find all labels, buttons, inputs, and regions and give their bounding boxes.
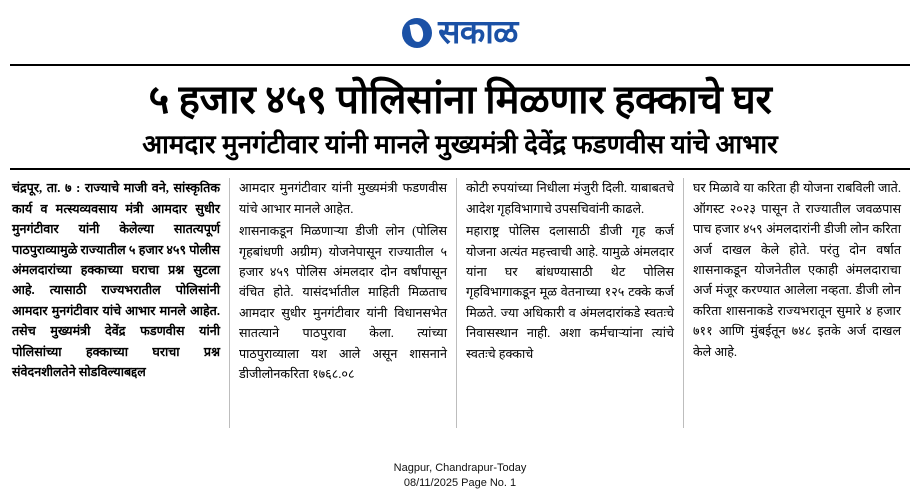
sakal-droplet-logo-icon <box>402 18 432 48</box>
paragraph: आमदार मुनगंटीवार यांनी मुख्यमंत्री फडणवीस यांचे आभार मानले आहेत. <box>239 181 447 216</box>
dateline-paragraph: चंद्रपूर, ता. ७ : राज्याचे माजी वने, सांस्कृतिक कार्य व मत्स्यव्यवसाय मंत्री आमदार सुधीर मुनगंटीवार यांनी केलेल्या सातत्यपूर्ण पाठपुराव्यामुळे राज्यातील ५ हजार ४५९ पोलीस अंमलदारांच्या हक्काच्या घराचा प्रश्न सुटला आहे. त्यासाठी राज्यभरातील पोलिसांनी आमदार मुनगंटीवार यांचे आभार मानले आहेत. तसेच मुख्यमंत्री देवेंद्र फडणवीस यांनी पोलिसांच्या हक्काच्या घराचा प्रश्न संवेदनशीलतेने सोडविल्याबद्दल <box>12 181 220 379</box>
article-column-3 <box>457 178 684 428</box>
clipping-footer <box>0 461 920 491</box>
paragraph: शासनाकडून मिळणाऱ्या डीजी लोन (पोलिस गृहबांधणी अग्रीम) योजनेपासून राज्यातील ५ हजार ४५९ पोलिस अंमलदार दोन वर्षांपासून वंचित होते. यासंदर्भातील माहिती मिळताच आमदार सुधीर मुनगंटीवार यांनी विधानसभेत सातत्याने पाठपुरावा केला. त्यांच्या पाठपुराव्याला यश आले असून शासनाने डीजीलोनकरिता १७६८.०८ <box>239 224 447 381</box>
article-body <box>10 178 910 428</box>
page-title: ५ हजार ४५९ पोलिसांना मिळणार हक्काचे घर <box>148 77 772 122</box>
paragraph: महाराष्ट्र पोलिस दलासाठी डीजी गृह कर्ज योजना अत्यंत महत्त्वाची आहे. यामुळे अंमलदार यांना घर बांधण्यासाठी थेट पोलिस गृहविभागाकडून मूळ वेतनाच्या १२५ टक्के कर्ज मिळते. ज्या अधिकारी व अंमलदारांकडे स्वतःचे निवासस्थान नाही. अशा कर्मचाऱ्यांना त्यांचे स्वतःचे हक्काचे <box>466 224 674 361</box>
sub-headline: आमदार मुनगंटीवार यांनी मानले मुख्यमंत्री देवेंद्र फडणवीस यांचे आभार <box>142 130 778 160</box>
paragraph: कोटी रुपयांच्या निधीला मंजुरी दिली. याबाबतचे आदेश गृहविभागाचे उपसचिवांनी काढले. <box>466 181 674 216</box>
divider-top <box>10 64 910 66</box>
paragraph: घर मिळावे या करिता ही योजना राबविली जाते. ऑगस्ट २०२३ पासून ते राज्यातील जवळपास पाच हजार ४५९ अंमलदारांनी डीजी लोन करिता अर्ज दाखल केले होते. परंतु दोन वर्षात शासनाकडून योजनेतील एकाही अंमलदाराचा अर्ज मंजूर करण्यात आलेला नव्हता. डीजी लोन करिता शासनाकडे राज्यभरातून सुमारे ४ हजार ७११ आणि मुंबईतून ७४८ इतके अर्ज दाखल केले आहे. <box>693 181 901 359</box>
divider-middle <box>10 168 910 170</box>
masthead <box>10 0 910 58</box>
footer-date-page: 08/11/2025 Page No. 1 <box>403 477 517 490</box>
article-column-1 <box>10 178 230 428</box>
article-column-4 <box>684 178 910 428</box>
publication-name: सकाळ <box>438 14 518 51</box>
article-column-2 <box>230 178 457 428</box>
publication-logo <box>402 14 518 51</box>
footer-edition: Nagpur, Chandrapur-Today <box>393 462 527 475</box>
